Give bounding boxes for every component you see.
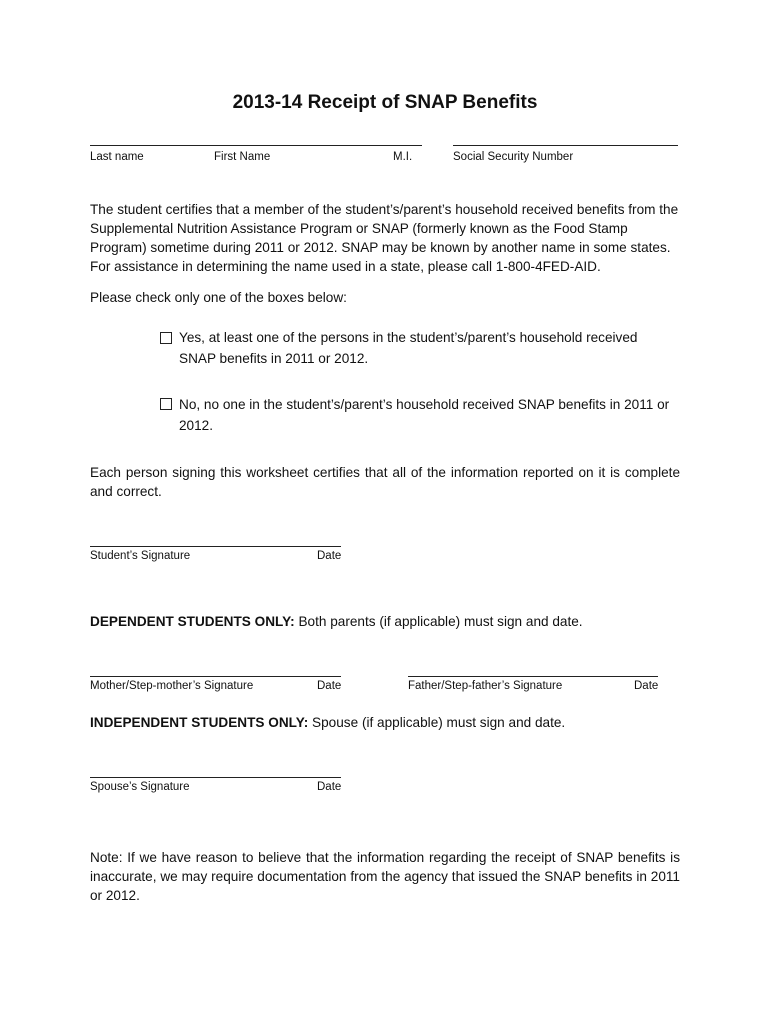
check-instruction: Please check only one of the boxes below: bbox=[90, 290, 347, 305]
signing-paragraph: Each person signing this worksheet certifies that all of the information reported on it is complete and correct. bbox=[90, 465, 680, 499]
dependent-heading: DEPENDENT STUDENTS ONLY: bbox=[90, 614, 295, 629]
yes-option-text: Yes, at least one of the persons in the student’s/parent’s household received SNAP benefits in 2011 or 2012. bbox=[179, 330, 638, 366]
no-checkbox[interactable] bbox=[160, 398, 172, 410]
dependent-text: Both parents (if applicable) must sign and date. bbox=[294, 614, 583, 629]
mother-signature-line[interactable] bbox=[90, 676, 341, 677]
student-signature-line[interactable] bbox=[90, 546, 341, 547]
ssn-input-line[interactable] bbox=[453, 145, 678, 146]
independent-instruction bbox=[90, 713, 565, 732]
certification-paragraph: The student certifies that a member of the student’s/parent’s household received benefits from the Supplemental Nutrition Assistance Program or SNAP (formerly known as the Food Stamp Program) sometime during 2011 or 2012. SNAP may be known by another name in some states. For assistance in determining the name used in a state, please call 1-800-4FED-AID. bbox=[90, 202, 679, 274]
mother-signature-label: Mother/Step-mother’s Signature bbox=[90, 680, 254, 692]
name-input-line[interactable] bbox=[90, 145, 422, 146]
first-name-label: First Name bbox=[214, 151, 271, 163]
father-signature-label: Father/Step-father’s Signature bbox=[408, 680, 563, 692]
mother-date-label: Date bbox=[317, 680, 342, 692]
student-signature-label: Student’s Signature bbox=[90, 550, 191, 562]
independent-heading: INDEPENDENT STUDENTS ONLY: bbox=[90, 715, 309, 730]
no-option-text: No, no one in the student’s/parent’s household received SNAP benefits in 2011 or 2012. bbox=[179, 397, 670, 433]
independent-text: Spouse (if applicable) must sign and date. bbox=[308, 715, 566, 730]
dependent-instruction bbox=[90, 612, 583, 631]
spouse-date-label: Date bbox=[317, 781, 342, 793]
father-date-label: Date bbox=[634, 680, 659, 692]
note-paragraph: Note: If we have reason to believe that the information regarding the receipt of SNAP benefits is inaccurate, we may require documentation from the agency that issued the SNAP benefits in 2011 or 2012. bbox=[90, 850, 680, 903]
middle-initial-label: M.I. bbox=[393, 151, 413, 163]
spouse-signature-line[interactable] bbox=[90, 777, 341, 778]
ssn-label: Social Security Number bbox=[453, 151, 574, 163]
student-date-label: Date bbox=[317, 550, 342, 562]
father-signature-line[interactable] bbox=[408, 676, 658, 677]
spouse-signature-label: Spouse’s Signature bbox=[90, 781, 190, 793]
form-title: 2013-14 Receipt of SNAP Benefits bbox=[232, 92, 538, 113]
last-name-label: Last name bbox=[90, 151, 144, 163]
yes-checkbox[interactable] bbox=[160, 332, 172, 344]
